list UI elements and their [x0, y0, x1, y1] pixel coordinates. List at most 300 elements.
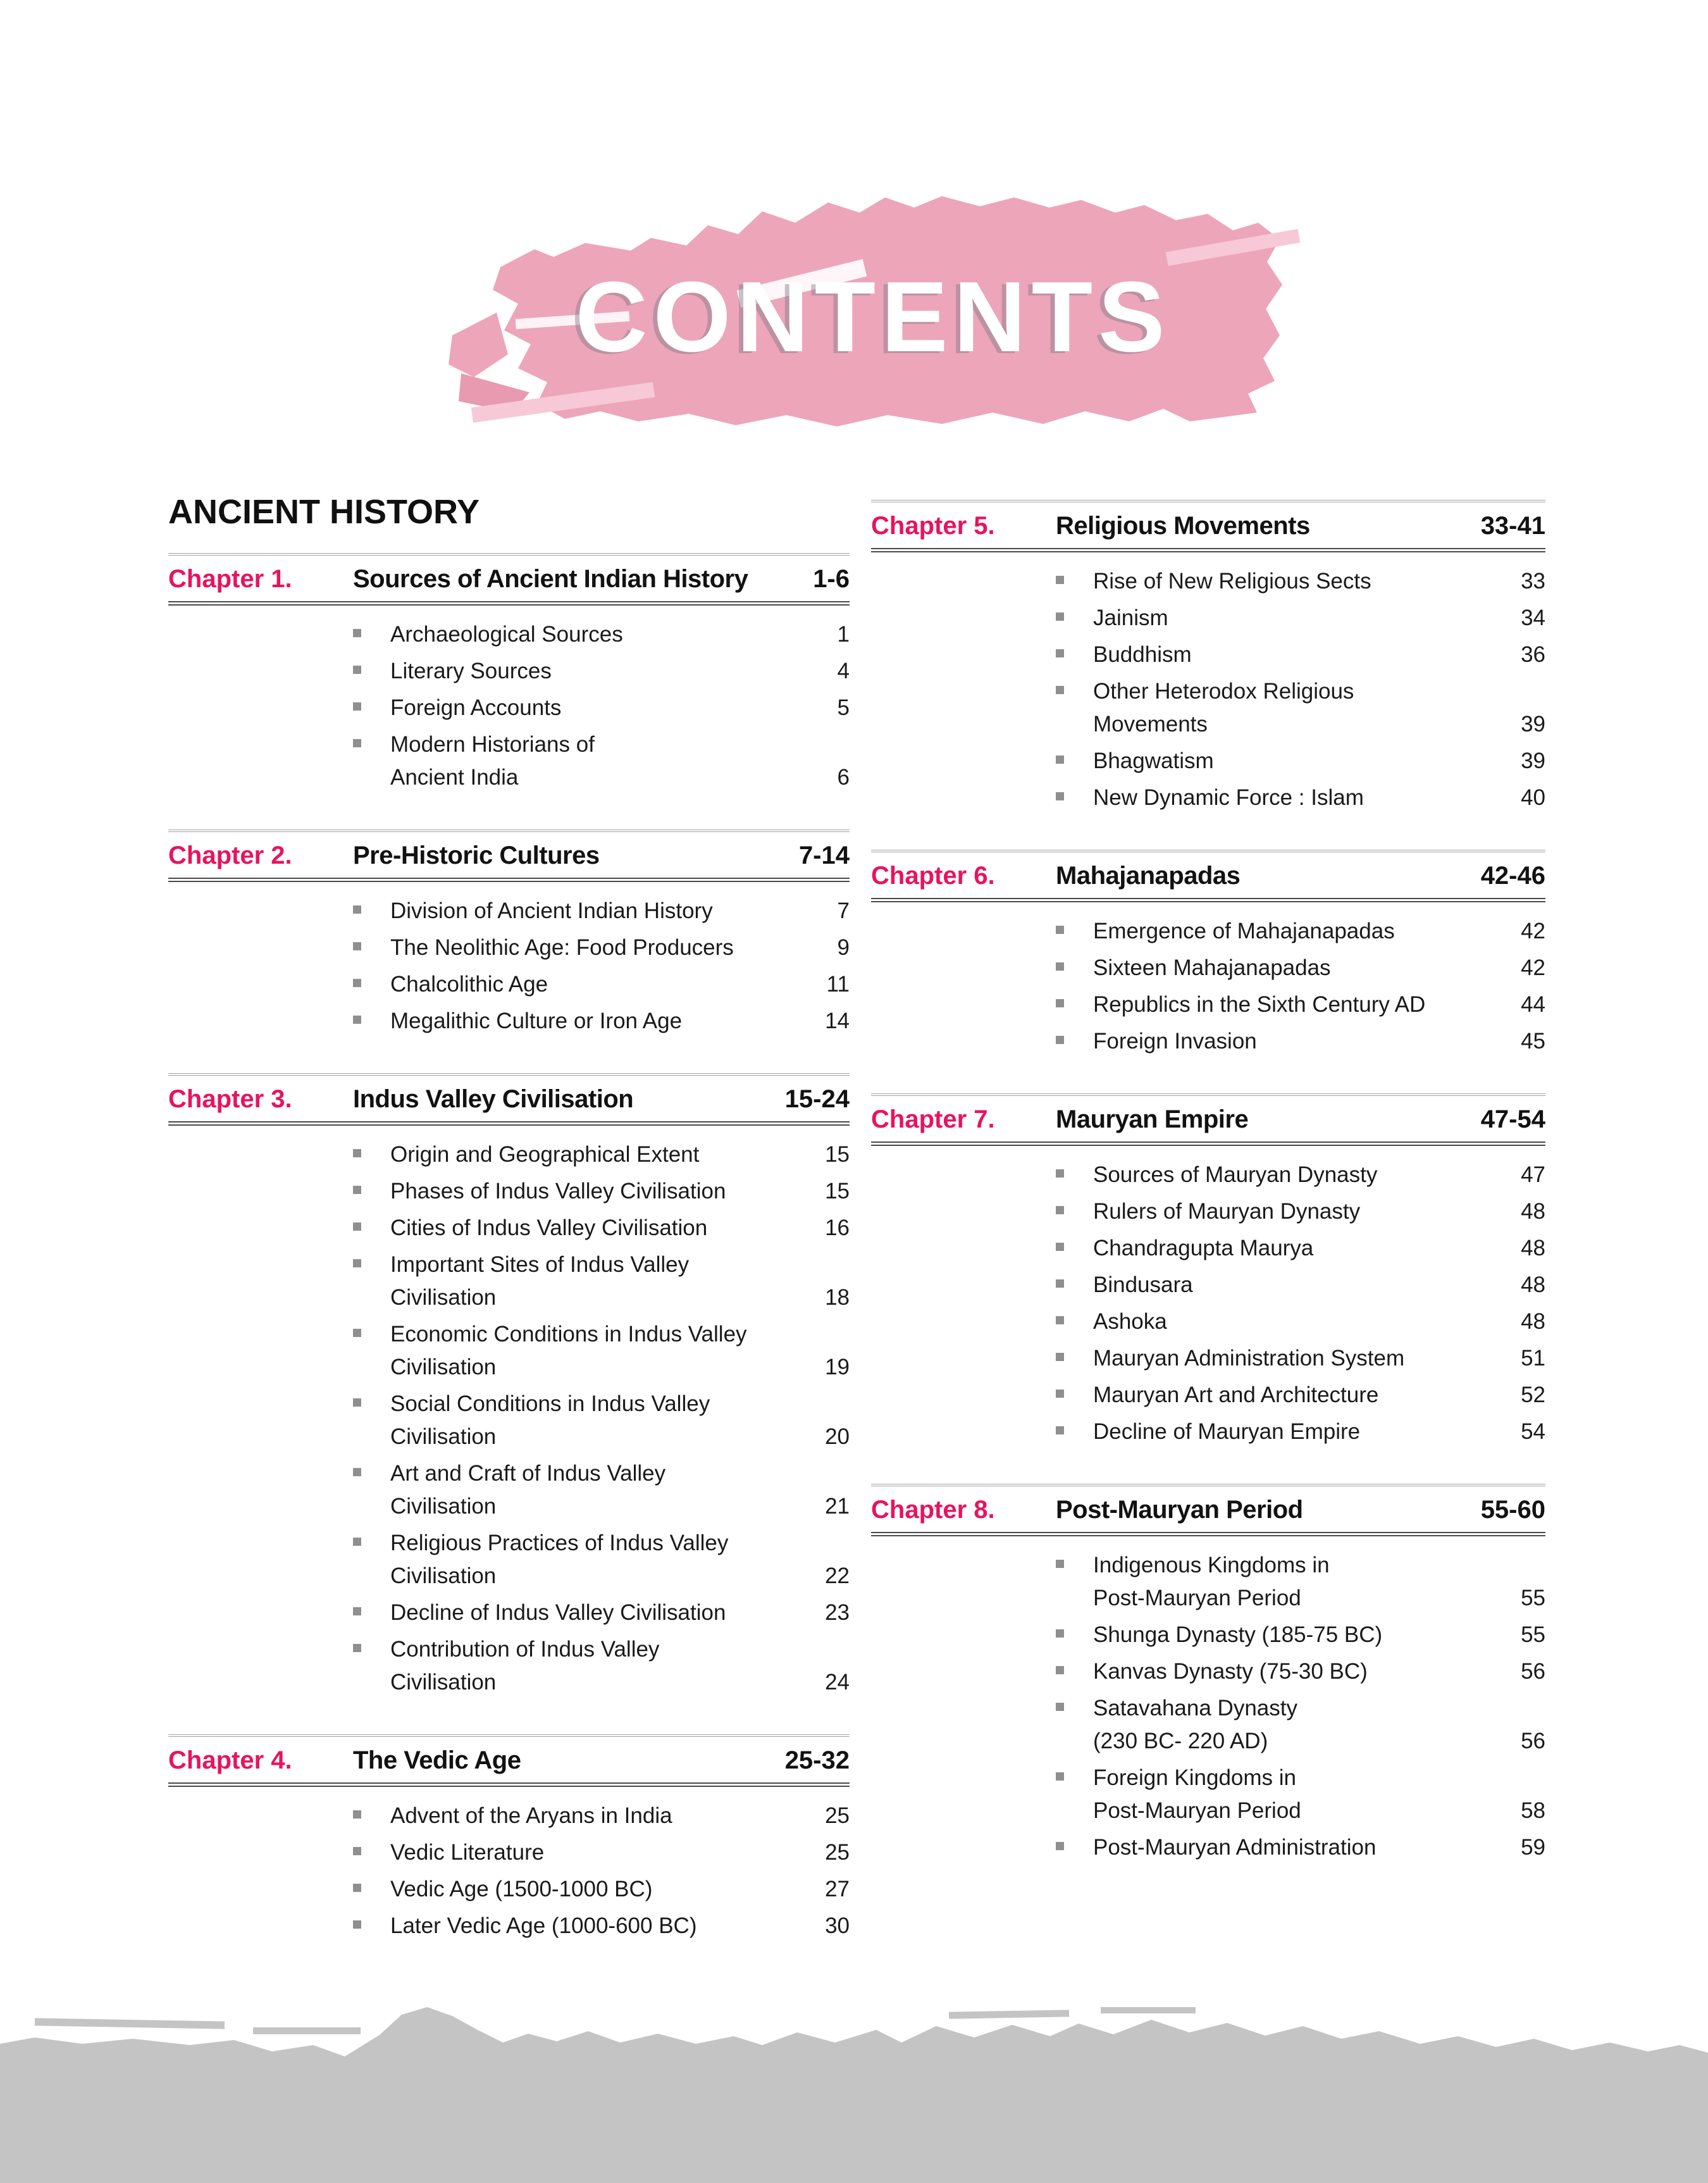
- section-heading: ANCIENT HISTORY: [168, 493, 480, 531]
- item-page-number: 25: [825, 1803, 850, 1828]
- toc-item: [871, 1762, 1545, 1827]
- item-page-number: 59: [1521, 1835, 1545, 1860]
- item-page-number: 34: [1521, 606, 1545, 630]
- toc-item: [871, 1692, 1545, 1758]
- square-bullet-icon: [1056, 1390, 1064, 1398]
- chapter-title: Religious Movements: [1056, 512, 1310, 540]
- chapter-page-range: 1-6: [813, 565, 850, 593]
- toc-item: [871, 1159, 1545, 1191]
- item-page-number: 55: [1521, 1622, 1545, 1647]
- chapter-header: [168, 1734, 850, 1787]
- item-page-number: 48: [1521, 1236, 1545, 1260]
- toc-item: [871, 952, 1545, 985]
- item-text-line: Movements: [1093, 712, 1208, 737]
- chapter-title: Post-Mauryan Period: [1056, 1496, 1303, 1524]
- toc-item: [871, 565, 1545, 598]
- item-page-number: 33: [1521, 569, 1545, 594]
- item-text: [390, 1388, 710, 1453]
- toc-column-right: [871, 500, 1545, 1870]
- item-page-number: 20: [825, 1424, 850, 1449]
- item-text: [390, 931, 734, 964]
- item-text-line: Vedic Age (1500-1000 BC): [390, 1877, 653, 1901]
- item-page-number: 36: [1521, 642, 1545, 667]
- item-text: [1093, 1415, 1360, 1448]
- square-bullet-icon: [1056, 1703, 1064, 1711]
- item-page-number: 14: [825, 1009, 850, 1033]
- item-text: [390, 1248, 689, 1314]
- item-text-line: Contribution of Indus Valley: [390, 1637, 660, 1662]
- item-text-line: Economic Conditions in Indus Valley: [390, 1322, 747, 1346]
- item-page-number: 47: [1521, 1162, 1545, 1187]
- item-text-line: Megalithic Culture or Iron Age: [390, 1009, 683, 1033]
- item-text-line: Modern Historians of: [390, 732, 595, 757]
- chapter-label: Chapter 3.: [168, 1085, 292, 1113]
- item-page-number: 22: [825, 1564, 850, 1588]
- toc-item: [168, 1910, 850, 1943]
- toc-item: [168, 1596, 850, 1629]
- item-text: [1093, 1619, 1382, 1651]
- item-text-line: Cities of Indus Valley Civilisation: [390, 1216, 708, 1240]
- toc-item: [168, 1388, 850, 1453]
- item-page-number: 39: [1521, 749, 1545, 773]
- item-text-line: Ashoka: [1093, 1309, 1167, 1334]
- item-page-number: 16: [825, 1216, 850, 1240]
- toc-item: [168, 1318, 850, 1384]
- square-bullet-icon: [1056, 649, 1064, 657]
- toc-item: [871, 638, 1545, 671]
- toc-item: [168, 1527, 850, 1593]
- chapter-page-range: 25-32: [784, 1746, 850, 1774]
- toc-item: [168, 728, 850, 794]
- toc-item: [871, 781, 1545, 814]
- chapter-page-range: 55-60: [1480, 1496, 1545, 1524]
- item-page-number: 56: [1521, 1659, 1545, 1684]
- toc-item: [168, 1633, 850, 1699]
- item-text-line: Rulers of Mauryan Dynasty: [1093, 1199, 1361, 1224]
- item-text-line: Vedic Literature: [390, 1840, 545, 1865]
- chapter-section: [168, 1734, 850, 1949]
- square-bullet-icon: [353, 1847, 361, 1855]
- chapter-items: [871, 1146, 1545, 1455]
- toc-item: [168, 692, 850, 725]
- chapter-page-range: 7-14: [798, 842, 850, 869]
- item-text: [390, 1800, 672, 1832]
- square-bullet-icon: [353, 979, 361, 987]
- chapter-label: Chapter 7.: [871, 1105, 995, 1133]
- item-text: [390, 895, 713, 928]
- toc-item: [871, 1549, 1545, 1615]
- square-bullet-icon: [1056, 1666, 1064, 1674]
- toc-item: [168, 1457, 850, 1523]
- square-bullet-icon: [353, 702, 361, 711]
- square-bullet-icon: [1056, 1169, 1064, 1178]
- chapter-header: [871, 1484, 1545, 1536]
- item-text-line: Decline of Mauryan Empire: [1093, 1419, 1361, 1444]
- chapter-title: Mauryan Empire: [1056, 1105, 1249, 1133]
- item-text: [390, 1873, 652, 1906]
- item-text-line: Foreign Accounts: [390, 695, 562, 720]
- item-text-line: Mauryan Administration System: [1093, 1346, 1405, 1371]
- chapter-section: [871, 1093, 1545, 1455]
- item-text-line: Chandragupta Maurya: [1093, 1236, 1314, 1260]
- toc-item: [871, 1655, 1545, 1688]
- toc-item: [871, 1342, 1545, 1375]
- toc-item: [871, 1269, 1545, 1302]
- item-text-line: (230 BC- 220 AD): [1093, 1729, 1268, 1753]
- item-text-line: Rise of New Religious Sects: [1093, 569, 1371, 594]
- chapter-items: [168, 1787, 850, 1949]
- item-page-number: 55: [1521, 1586, 1545, 1610]
- square-bullet-icon: [353, 1016, 361, 1024]
- square-bullet-icon: [353, 629, 361, 637]
- item-text: [1093, 1025, 1257, 1058]
- item-text: [390, 1005, 682, 1038]
- square-bullet-icon: [353, 942, 361, 950]
- item-text-line: Art and Craft of Indus Valley: [390, 1461, 666, 1486]
- item-page-number: 51: [1521, 1346, 1545, 1371]
- item-page-number: 24: [825, 1670, 850, 1695]
- toc-item: [871, 745, 1545, 778]
- item-text-line: Satavahana Dynasty: [1093, 1696, 1297, 1720]
- item-page-number: 48: [1521, 1272, 1545, 1297]
- square-bullet-icon: [353, 666, 361, 674]
- item-page-number: 11: [826, 972, 850, 997]
- chapter-section: [168, 553, 850, 800]
- toc-item: [168, 931, 850, 964]
- toc-item: [871, 675, 1545, 741]
- chapter-page-range: 15-24: [784, 1085, 850, 1113]
- toc-column-left: [168, 492, 850, 1949]
- item-text-line: Mauryan Art and Architecture: [1093, 1383, 1379, 1407]
- item-text: [390, 1910, 696, 1943]
- item-text-line: Foreign Invasion: [1093, 1029, 1257, 1054]
- square-bullet-icon: [1056, 792, 1064, 800]
- gray-brush-stroke: [0, 2006, 1708, 2183]
- item-text-line: Social Conditions in Indus Valley: [390, 1391, 710, 1416]
- toc-item: [871, 1831, 1545, 1864]
- toc-item: [168, 1005, 850, 1038]
- item-text-line: Post-Mauryan Period: [1093, 1798, 1301, 1823]
- square-bullet-icon: [353, 1644, 361, 1652]
- square-bullet-icon: [353, 1607, 361, 1615]
- chapter-title: Mahajanapadas: [1056, 862, 1241, 890]
- item-text: [1093, 1762, 1301, 1827]
- item-page-number: 9: [837, 935, 850, 960]
- square-bullet-icon: [1056, 926, 1064, 934]
- item-page-number: 58: [1521, 1798, 1545, 1823]
- item-page-number: 27: [825, 1877, 850, 1901]
- chapter-items: [871, 1536, 1545, 1870]
- chapter-title: Pre-Historic Cultures: [353, 842, 600, 869]
- item-page-number: 40: [1521, 785, 1545, 810]
- chapter-section: [871, 1484, 1545, 1870]
- toc-item: [871, 1025, 1545, 1058]
- chapter-section: [168, 830, 850, 1044]
- item-text-line: New Dynamic Force : Islam: [1093, 785, 1364, 810]
- square-bullet-icon: [1056, 1772, 1064, 1781]
- item-text-line: Literary Sources: [390, 659, 552, 683]
- item-page-number: 30: [825, 1913, 850, 1938]
- item-text-line: Post-Mauryan Period: [1093, 1586, 1301, 1610]
- chapter-items: [871, 552, 1545, 821]
- contents-banner: [440, 185, 1306, 458]
- item-text-line: Chalcolithic Age: [390, 972, 548, 997]
- item-text-line: Bhagwatism: [1093, 749, 1214, 773]
- item-text-line: Emergence of Mahajanapadas: [1093, 919, 1395, 943]
- toc-item: [168, 618, 850, 651]
- toc-item: [168, 968, 850, 1001]
- square-bullet-icon: [353, 1538, 361, 1546]
- toc-item: [871, 602, 1545, 635]
- item-page-number: 44: [1521, 992, 1545, 1017]
- square-bullet-icon: [1056, 1243, 1064, 1251]
- item-text: [1093, 565, 1371, 598]
- square-bullet-icon: [353, 1222, 361, 1231]
- page-title: CONTENTS: [575, 261, 1171, 373]
- chapter-label: Chapter 1.: [168, 565, 292, 593]
- item-page-number: 52: [1521, 1383, 1545, 1407]
- footer-streak: [253, 2027, 361, 2034]
- chapter-header: [871, 1093, 1545, 1146]
- item-text-line: Religious Practices of Indus Valley: [390, 1531, 729, 1555]
- item-text: [1093, 1655, 1368, 1688]
- item-text: [390, 655, 552, 688]
- chapter-title: Sources of Ancient Indian History: [353, 565, 748, 593]
- item-page-number: 39: [1521, 712, 1545, 737]
- item-text-line: Decline of Indus Valley Civilisation: [390, 1600, 726, 1625]
- toc-item: [871, 1415, 1545, 1448]
- chapter-label: Chapter 5.: [871, 512, 995, 540]
- square-bullet-icon: [1056, 1426, 1064, 1434]
- chapter-header: [168, 1073, 850, 1126]
- item-page-number: 7: [837, 899, 850, 923]
- item-text-line: Later Vedic Age (1000-600 BC): [390, 1913, 697, 1938]
- item-page-number: 4: [837, 659, 850, 683]
- item-text-line: Republics in the Sixth Century AD: [1093, 992, 1426, 1017]
- chapter-page-range: 47-54: [1480, 1105, 1545, 1133]
- toc-item: [871, 1379, 1545, 1412]
- square-bullet-icon: [353, 1468, 361, 1476]
- chapter-label: Chapter 6.: [871, 862, 995, 890]
- square-bullet-icon: [1056, 962, 1064, 971]
- item-text: [1093, 1342, 1404, 1375]
- item-text: [1093, 1692, 1297, 1758]
- item-text-line: Indigenous Kingdoms in: [1093, 1553, 1330, 1577]
- item-text-line: Foreign Kingdoms in: [1093, 1765, 1296, 1790]
- footer-streak: [1101, 2007, 1196, 2013]
- toc-item: [871, 1195, 1545, 1228]
- chapter-label: Chapter 4.: [168, 1746, 292, 1774]
- toc-item: [168, 1138, 850, 1171]
- square-bullet-icon: [1056, 576, 1064, 584]
- item-text-line: Sixteen Mahajanapadas: [1093, 955, 1331, 980]
- item-page-number: 15: [825, 1142, 850, 1167]
- item-page-number: 48: [1521, 1199, 1545, 1224]
- item-text-line: Important Sites of Indus Valley: [390, 1252, 690, 1277]
- chapter-items: [168, 882, 850, 1044]
- toc-item: [871, 988, 1545, 1021]
- chapter-header: [168, 830, 850, 882]
- item-page-number: 45: [1521, 1029, 1545, 1054]
- item-text: [390, 1138, 699, 1171]
- toc-item: [168, 895, 850, 928]
- chapter-header: [168, 553, 850, 606]
- square-bullet-icon: [1056, 756, 1064, 764]
- item-page-number: 5: [837, 695, 850, 720]
- item-page-number: 1: [837, 622, 850, 647]
- item-page-number: 18: [825, 1285, 850, 1310]
- chapter-title: Indus Valley Civilisation: [353, 1085, 634, 1113]
- item-text: [390, 1527, 728, 1593]
- item-text: [1093, 638, 1192, 671]
- item-text: [390, 692, 561, 725]
- item-text-line: Post-Mauryan Administration: [1093, 1835, 1377, 1860]
- item-text-line: Kanvas Dynasty (75-30 BC): [1093, 1659, 1368, 1684]
- square-bullet-icon: [353, 1149, 361, 1157]
- toc-item: [871, 1619, 1545, 1651]
- square-bullet-icon: [353, 739, 361, 747]
- item-text: [390, 728, 595, 794]
- square-bullet-icon: [353, 1329, 361, 1337]
- chapter-header: [871, 850, 1545, 902]
- square-bullet-icon: [1056, 1206, 1064, 1214]
- square-bullet-icon: [353, 1259, 361, 1267]
- chapter-items: [871, 902, 1545, 1064]
- chapter-items: [168, 606, 850, 800]
- item-text: [1093, 1305, 1167, 1338]
- item-text: [1093, 745, 1214, 778]
- item-text: [390, 1633, 659, 1699]
- toc-item: [168, 1873, 850, 1906]
- item-page-number: 48: [1521, 1309, 1545, 1334]
- item-page-number: 42: [1521, 955, 1545, 980]
- item-text: [390, 1175, 726, 1208]
- item-text-line: Civilisation: [390, 1494, 497, 1519]
- item-text: [1093, 675, 1354, 741]
- square-bullet-icon: [353, 1920, 361, 1929]
- item-text: [1093, 1159, 1377, 1191]
- square-bullet-icon: [353, 1884, 361, 1892]
- square-bullet-icon: [353, 1398, 361, 1407]
- item-text-line: Division of Ancient Indian History: [390, 899, 713, 923]
- footer-streak: [949, 2010, 1069, 2018]
- toc-item: [168, 1800, 850, 1832]
- square-bullet-icon: [353, 1810, 361, 1819]
- item-text-line: Ancient India: [390, 765, 519, 790]
- item-page-number: 23: [825, 1600, 850, 1625]
- square-bullet-icon: [1056, 1842, 1064, 1850]
- item-page-number: 19: [825, 1355, 850, 1379]
- item-page-number: 54: [1521, 1419, 1545, 1444]
- item-text: [1093, 1195, 1360, 1228]
- chapter-page-range: 33-41: [1480, 512, 1545, 540]
- item-text: [1093, 781, 1364, 814]
- item-page-number: 25: [825, 1840, 850, 1865]
- item-text-line: Civilisation: [390, 1285, 497, 1310]
- chapter-header: [871, 500, 1545, 552]
- item-text-line: Phases of Indus Valley Civilisation: [390, 1179, 726, 1203]
- square-bullet-icon: [353, 1186, 361, 1194]
- square-bullet-icon: [1056, 686, 1064, 694]
- item-text-line: Advent of the Aryans in India: [390, 1803, 672, 1828]
- footer-streak: [35, 2018, 225, 2029]
- toc-item: [871, 915, 1545, 948]
- item-text: [1093, 1269, 1193, 1302]
- square-bullet-icon: [1056, 1353, 1064, 1361]
- item-text: [390, 618, 623, 651]
- item-text: [1093, 988, 1425, 1021]
- item-text: [390, 1457, 665, 1523]
- toc-item: [871, 1305, 1545, 1338]
- item-text-line: Origin and Geographical Extent: [390, 1142, 700, 1167]
- item-text: [1093, 1232, 1313, 1265]
- chapter-label: Chapter 2.: [168, 842, 292, 869]
- item-text-line: Sources of Mauryan Dynasty: [1093, 1162, 1378, 1187]
- chapter-label: Chapter 8.: [871, 1496, 995, 1524]
- item-text-line: Other Heterodox Religious: [1093, 679, 1354, 704]
- item-page-number: 15: [825, 1179, 850, 1203]
- square-bullet-icon: [1056, 1560, 1064, 1568]
- item-text-line: Jainism: [1093, 606, 1168, 630]
- item-text: [390, 1318, 747, 1384]
- item-text: [1093, 952, 1331, 985]
- item-text-line: Civilisation: [390, 1424, 497, 1449]
- chapter-items: [168, 1126, 850, 1705]
- item-text: [1093, 1549, 1330, 1615]
- toc-item: [168, 1175, 850, 1208]
- chapter-title: The Vedic Age: [353, 1746, 521, 1774]
- chapter-page-range: 42-46: [1480, 862, 1545, 890]
- item-text-line: Civilisation: [390, 1564, 497, 1588]
- item-text: [1093, 602, 1168, 635]
- square-bullet-icon: [1056, 999, 1064, 1007]
- item-text-line: Buddhism: [1093, 642, 1192, 667]
- toc-item: [168, 1212, 850, 1245]
- square-bullet-icon: [1056, 1036, 1064, 1044]
- item-text-line: The Neolithic Age: Food Producers: [390, 935, 734, 960]
- item-text-line: Archaeological Sources: [390, 622, 623, 647]
- item-text: [1093, 1831, 1376, 1864]
- item-page-number: 21: [825, 1494, 850, 1519]
- chapter-section: [871, 500, 1545, 821]
- toc-item: [168, 655, 850, 688]
- item-text: [1093, 1379, 1378, 1412]
- square-bullet-icon: [1056, 1316, 1064, 1324]
- item-text-line: Shunga Dynasty (185-75 BC): [1093, 1622, 1383, 1647]
- square-bullet-icon: [1056, 613, 1064, 621]
- square-bullet-icon: [353, 905, 361, 914]
- item-page-number: 42: [1521, 919, 1545, 943]
- item-text-line: Bindusara: [1093, 1272, 1193, 1297]
- item-page-number: 56: [1521, 1729, 1545, 1753]
- item-text: [390, 1212, 707, 1245]
- item-text-line: Civilisation: [390, 1355, 497, 1379]
- item-text: [390, 1596, 726, 1629]
- square-bullet-icon: [1056, 1629, 1064, 1638]
- toc-item: [168, 1836, 850, 1869]
- item-text: [390, 968, 548, 1001]
- footer-brush: [0, 2006, 1708, 2183]
- square-bullet-icon: [1056, 1279, 1064, 1288]
- item-text-line: Civilisation: [390, 1670, 497, 1695]
- item-page-number: 6: [837, 765, 850, 790]
- toc-item: [871, 1232, 1545, 1265]
- item-text: [390, 1836, 544, 1869]
- item-text: [1093, 915, 1395, 948]
- toc-item: [168, 1248, 850, 1314]
- chapter-section: [168, 1073, 850, 1705]
- chapter-section: [871, 850, 1545, 1064]
